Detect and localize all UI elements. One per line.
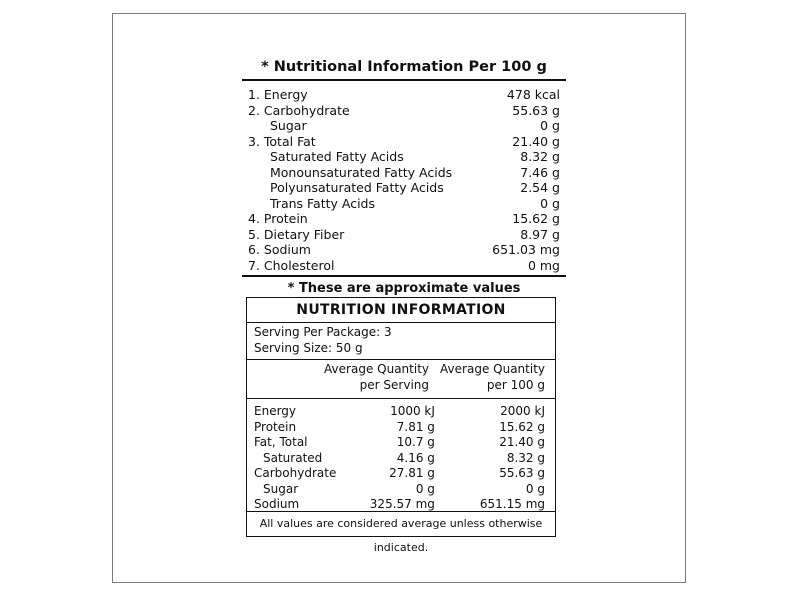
nutrient-name: Carbohydrate	[254, 466, 337, 480]
serving-per-package: Serving Per Package: 3	[254, 325, 392, 339]
column-headers	[247, 360, 555, 399]
table-row	[248, 227, 560, 243]
table-row	[248, 180, 560, 196]
nutrient-name: Sodium	[254, 497, 300, 511]
nutrient-value: 8.32 g	[520, 149, 560, 164]
nutrient-name: 7. Cholesterol	[248, 257, 335, 273]
nutrient-name: 1. Energy	[248, 87, 308, 102]
nutrient-name: Saturated Fatty Acids	[270, 149, 404, 164]
nutrient-name: 3. Total Fat	[248, 133, 316, 149]
nutrient-name: Trans Fatty Acids	[270, 195, 376, 211]
footer-note: All values are considered average unless otherwise indicated.	[247, 511, 555, 536]
per-serving-value: 10.7 g	[396, 435, 435, 449]
per-100g-value: 15.62 g	[499, 419, 545, 434]
per-100g-value: 0 g	[525, 481, 545, 496]
nutrient-value: 7.46 g	[520, 164, 560, 180]
table-row	[248, 103, 560, 119]
table-row	[247, 466, 555, 482]
per-100g-value: 8.32 g	[506, 450, 545, 465]
table-row	[248, 118, 560, 134]
per-serving-header: Average Quantity per Serving	[324, 362, 429, 392]
nutrient-name: Sugar	[263, 481, 299, 496]
table-row	[248, 211, 560, 227]
nutrient-value: 0 mg	[527, 257, 560, 273]
table-row	[247, 451, 555, 467]
nutrient-name: Polyunsaturated Fatty Acids	[270, 180, 444, 195]
table-row	[247, 404, 555, 420]
per-100g-value: 21.40 g	[499, 435, 545, 449]
nutrient-name: 2. Carbohydrate	[248, 102, 350, 118]
nutrient-value: 21.40 g	[512, 133, 560, 149]
table-row	[248, 258, 560, 274]
table-row	[248, 242, 560, 258]
per-100g-value: 651.15 mg	[479, 497, 545, 511]
nutrient-name: Energy	[254, 404, 297, 418]
nutrient-name: 4. Protein	[248, 211, 308, 226]
approximate-note: * These are approximate values	[287, 281, 521, 296]
nutrient-value: 8.97 g	[520, 226, 560, 242]
table-row	[248, 87, 560, 103]
serving-size: Serving Size: 50 g	[254, 340, 363, 355]
nutrient-value: 55.63 g	[512, 102, 560, 118]
per-serving-value: 4.16 g	[396, 450, 435, 465]
per-100g-header: Average Quantity per 100 g	[440, 362, 545, 392]
panel-title: * Nutritional Information Per 100 g	[242, 57, 566, 81]
nutrition-information-panel	[246, 297, 556, 554]
serving-info	[247, 323, 555, 360]
table-row	[248, 165, 560, 181]
nutrient-value: 2.54 g	[520, 180, 560, 195]
per-serving-value: 325.57 mg	[369, 497, 435, 511]
nutrition-table	[247, 404, 555, 513]
nutrient-name: Sugar	[270, 118, 307, 133]
nutrient-name: Fat, Total	[254, 435, 308, 449]
nutrient-value: 15.62 g	[512, 211, 560, 226]
divider	[242, 275, 566, 277]
nutrient-name: 5. Dietary Fiber	[248, 226, 345, 242]
per-serving-value: 7.81 g	[396, 419, 435, 434]
nutrient-value: 651.03 mg	[492, 242, 560, 257]
nutrient-name: Protein	[254, 419, 297, 434]
table-row	[248, 134, 560, 150]
per-serving-value: 27.81 g	[389, 466, 435, 480]
nutrient-value: 478 kcal	[506, 87, 560, 102]
panel-title: NUTRITION INFORMATION	[247, 298, 555, 323]
per-100g-value: 55.63 g	[499, 466, 545, 480]
per-100g-value: 2000 kJ	[500, 404, 545, 418]
per-serving-value: 0 g	[415, 481, 435, 496]
nutrient-name: Saturated	[263, 450, 323, 465]
nutrient-name: 6. Sodium	[248, 242, 311, 257]
nutrient-table	[248, 87, 560, 273]
nutrient-value: 0 g	[540, 195, 560, 211]
table-row	[247, 482, 555, 498]
per-serving-value: 1000 kJ	[390, 404, 435, 418]
table-row	[248, 196, 560, 212]
nutrition-per-100g-panel	[242, 57, 566, 299]
nutrient-name: Monounsaturated Fatty Acids	[270, 164, 453, 180]
table-row	[247, 420, 555, 436]
table-row	[248, 149, 560, 165]
table-row	[247, 435, 555, 451]
nutrient-value: 0 g	[540, 118, 560, 133]
